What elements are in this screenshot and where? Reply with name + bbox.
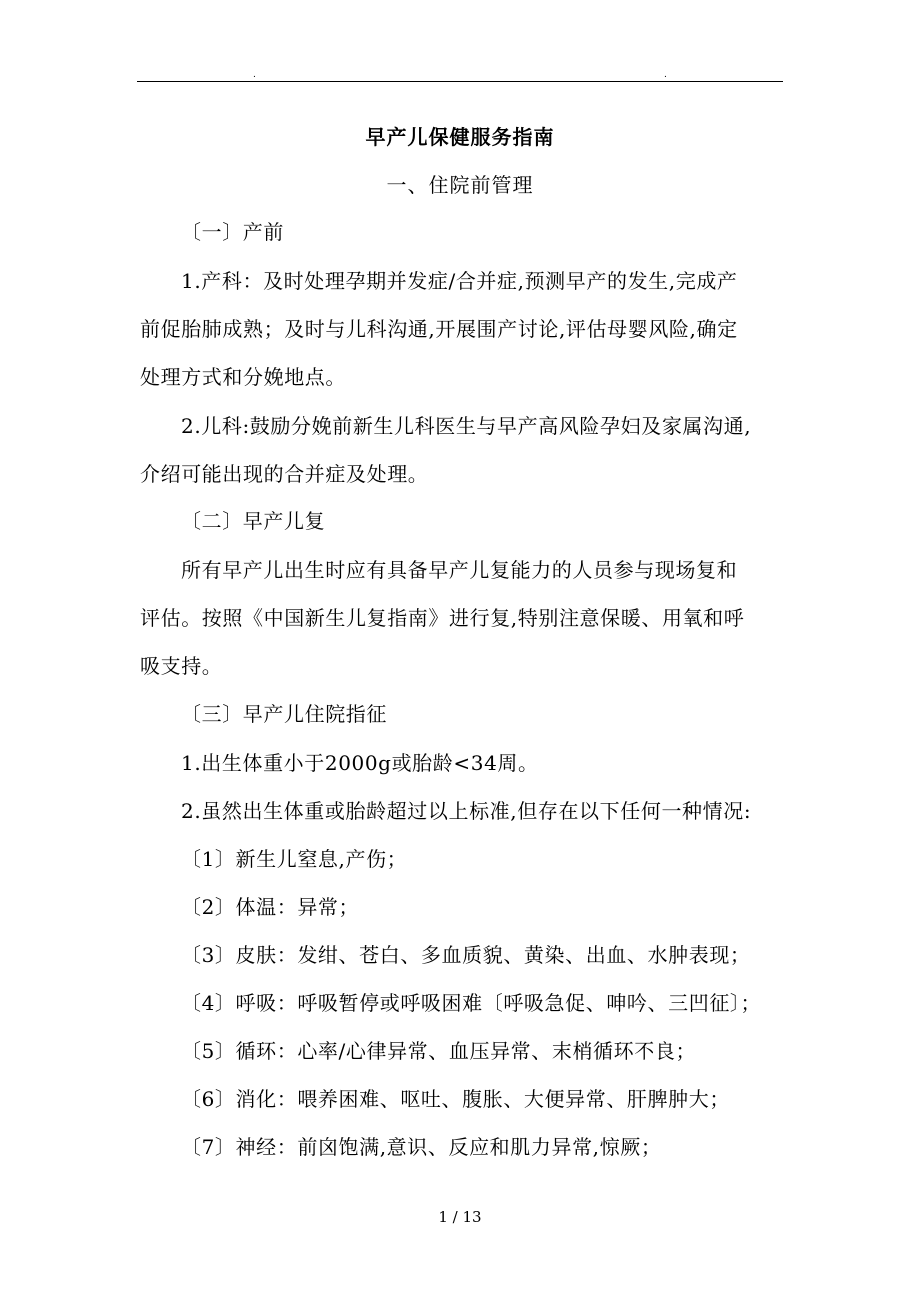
section-title: 一、住院前管理	[386, 173, 534, 197]
paragraph-line: 评估。按照《中国新生儿复指南》进行复,特别注意保暖、用氧和呼	[140, 606, 745, 630]
subsection-heading-resuscitation: 〔二〕早产儿复	[181, 509, 326, 533]
list-item: 1.出生体重小于2000g或胎龄<34周。	[181, 751, 539, 775]
page-indicator: 1 / 13	[438, 1208, 482, 1226]
paragraph-line: 1.产科：及时处理孕期并发症/合并症,预测早产的发生,完成产	[181, 269, 738, 293]
condition-item: 〔2〕体温：异常；	[181, 895, 360, 919]
header-rule	[137, 81, 783, 82]
header-dot-left: .	[253, 70, 256, 80]
subsection-heading-prenatal: 〔一〕产前	[181, 220, 284, 244]
condition-item: 〔1〕新生儿窒息,产伤；	[181, 847, 408, 871]
condition-item: 〔4〕呼吸：呼吸暂停或呼吸困难〔呼吸急促、呻吟、三凹征〕；	[181, 991, 762, 1015]
paragraph-line: 前促胎肺成熟；及时与儿科沟通,开展围产讨论,评估母婴风险,确定	[140, 317, 738, 341]
paragraph-line: 介绍可能出现的合并症及处理。	[140, 462, 429, 486]
condition-item: 〔3〕皮肤：发绀、苍白、多血质貌、黄染、出血、水肿表现；	[181, 943, 751, 967]
list-item: 2.虽然出生体重或胎龄超过以上标准,但存在以下任何一种情况:	[181, 799, 752, 823]
paragraph-line: 2.儿科:鼓励分娩前新生儿科医生与早产高风险孕妇及家属沟通,	[181, 414, 752, 438]
document-title: 早产儿保健服务指南	[365, 125, 555, 149]
condition-item: 〔7〕神经：前囟饱满,意识、反应和肌力异常,惊厥；	[181, 1135, 662, 1159]
header-dot-right: .	[664, 70, 667, 80]
condition-item: 〔5〕循环：心率/心律异常、血压异常、末梢循环不良；	[181, 1039, 697, 1063]
paragraph-line: 吸支持。	[140, 654, 223, 678]
paragraph-line: 所有早产儿出生时应有具备早产儿复能力的人员参与现场复和	[181, 558, 738, 582]
subsection-heading-admission: 〔三〕早产儿住院指征	[181, 702, 387, 726]
condition-item: 〔6〕消化：喂养困难、呕吐、腹胀、大便异常、肝脾肿大；	[181, 1087, 730, 1111]
paragraph-line: 处理方式和分娩地点。	[140, 365, 346, 389]
